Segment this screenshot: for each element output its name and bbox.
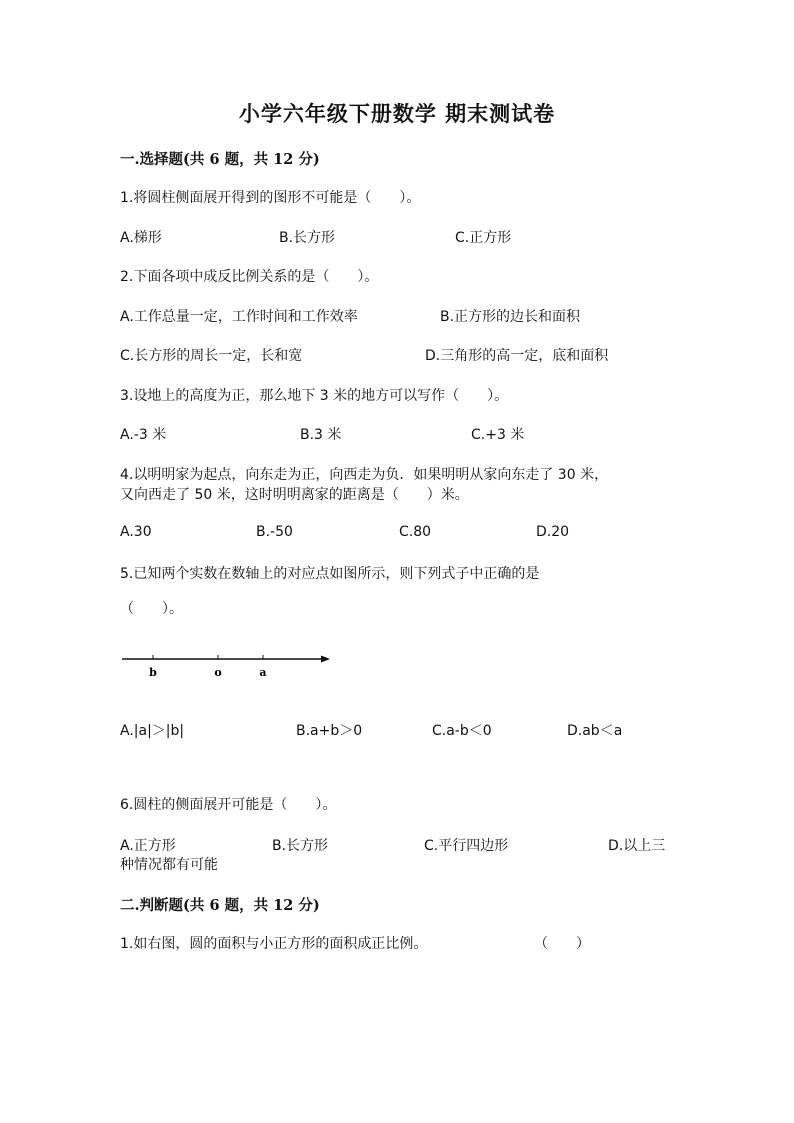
q2-option-d: D.三角形的高一定，底和面积 [425,348,609,364]
number-line-label-a: a [259,666,267,679]
q5-option-d: D.ab＜a [567,723,623,739]
q6-option-b: B.长方形 [272,838,329,854]
question-6-stem: 6.圆柱的侧面展开可能是（ ）。 [120,797,337,813]
page-title: 小学六年级下册数学 期末测试卷 [238,101,556,126]
q5-option-b: B.a+b＞0 [296,723,363,739]
q4-option-b: B.-50 [256,524,293,540]
q3-option-c: C.+3 米 [471,427,525,443]
q5-option-c: C.a-b＜0 [432,723,492,739]
q1-option-b: B.长方形 [279,230,336,246]
q5-option-a: A.|a|＞|b| [120,723,185,739]
question-2-stem: 2.下面各项中成反比例关系的是（ ）。 [120,269,379,285]
q6-option-a: A.正方形 [120,838,176,854]
number-line-label-b: b [149,666,157,679]
q2-option-c: C.长方形的周长一定，长和宽 [120,348,303,364]
q6-option-d-continued: 种情况都有可能 [120,857,218,873]
q6-option-d: D.以上三 [608,838,666,854]
q1-option-c: C.正方形 [455,230,512,246]
section-heading-choice: 一.选择题(共 6 题，共 12 分) [120,151,320,168]
question-4-stem-line1: 4.以明明家为起点，向东走为正，向西走为负．如果明明从家向东走了 30 米， [120,467,609,483]
q4-option-c: C.80 [399,524,432,540]
number-line-figure [118,646,333,682]
question-1-stem: 1.将圆柱侧面展开得到的图形不可能是（ ）。 [120,190,421,206]
judgement-question-1-blank: （ ） [534,936,590,952]
q4-option-a: A.30 [120,524,152,540]
section-heading-judgement: 二.判断题(共 6 题，共 12 分) [120,897,320,914]
q2-option-a: A.工作总量一定，工作时间和工作效率 [120,309,358,325]
number-line-label-o: o [214,666,222,679]
q4-option-d: D.20 [536,524,570,540]
question-5-stem-line1: 5.已知两个实数在数轴上的对应点如图所示，则下列式子中正确的是 [120,566,540,582]
q6-option-c: C.平行四边形 [424,838,509,854]
q1-option-a: A.梯形 [120,230,162,246]
question-3-stem: 3.设地上的高度为正，那么地下 3 米的地方可以写作（ ）。 [120,388,509,404]
q3-option-b: B.3 米 [300,427,342,443]
judgement-question-1-stem: 1.如右图，圆的面积与小正方形的面积成正比例。 [120,936,428,952]
q2-option-b: B.正方形的边长和面积 [440,309,581,325]
number-line-arrow-icon [321,656,330,663]
question-5-stem-line2: （ ）。 [120,601,183,617]
q3-option-a: A.-3 米 [120,427,167,443]
question-4-stem-line2: 又向西走了 50 米，这时明明离家的距离是（ ）米。 [120,487,469,503]
